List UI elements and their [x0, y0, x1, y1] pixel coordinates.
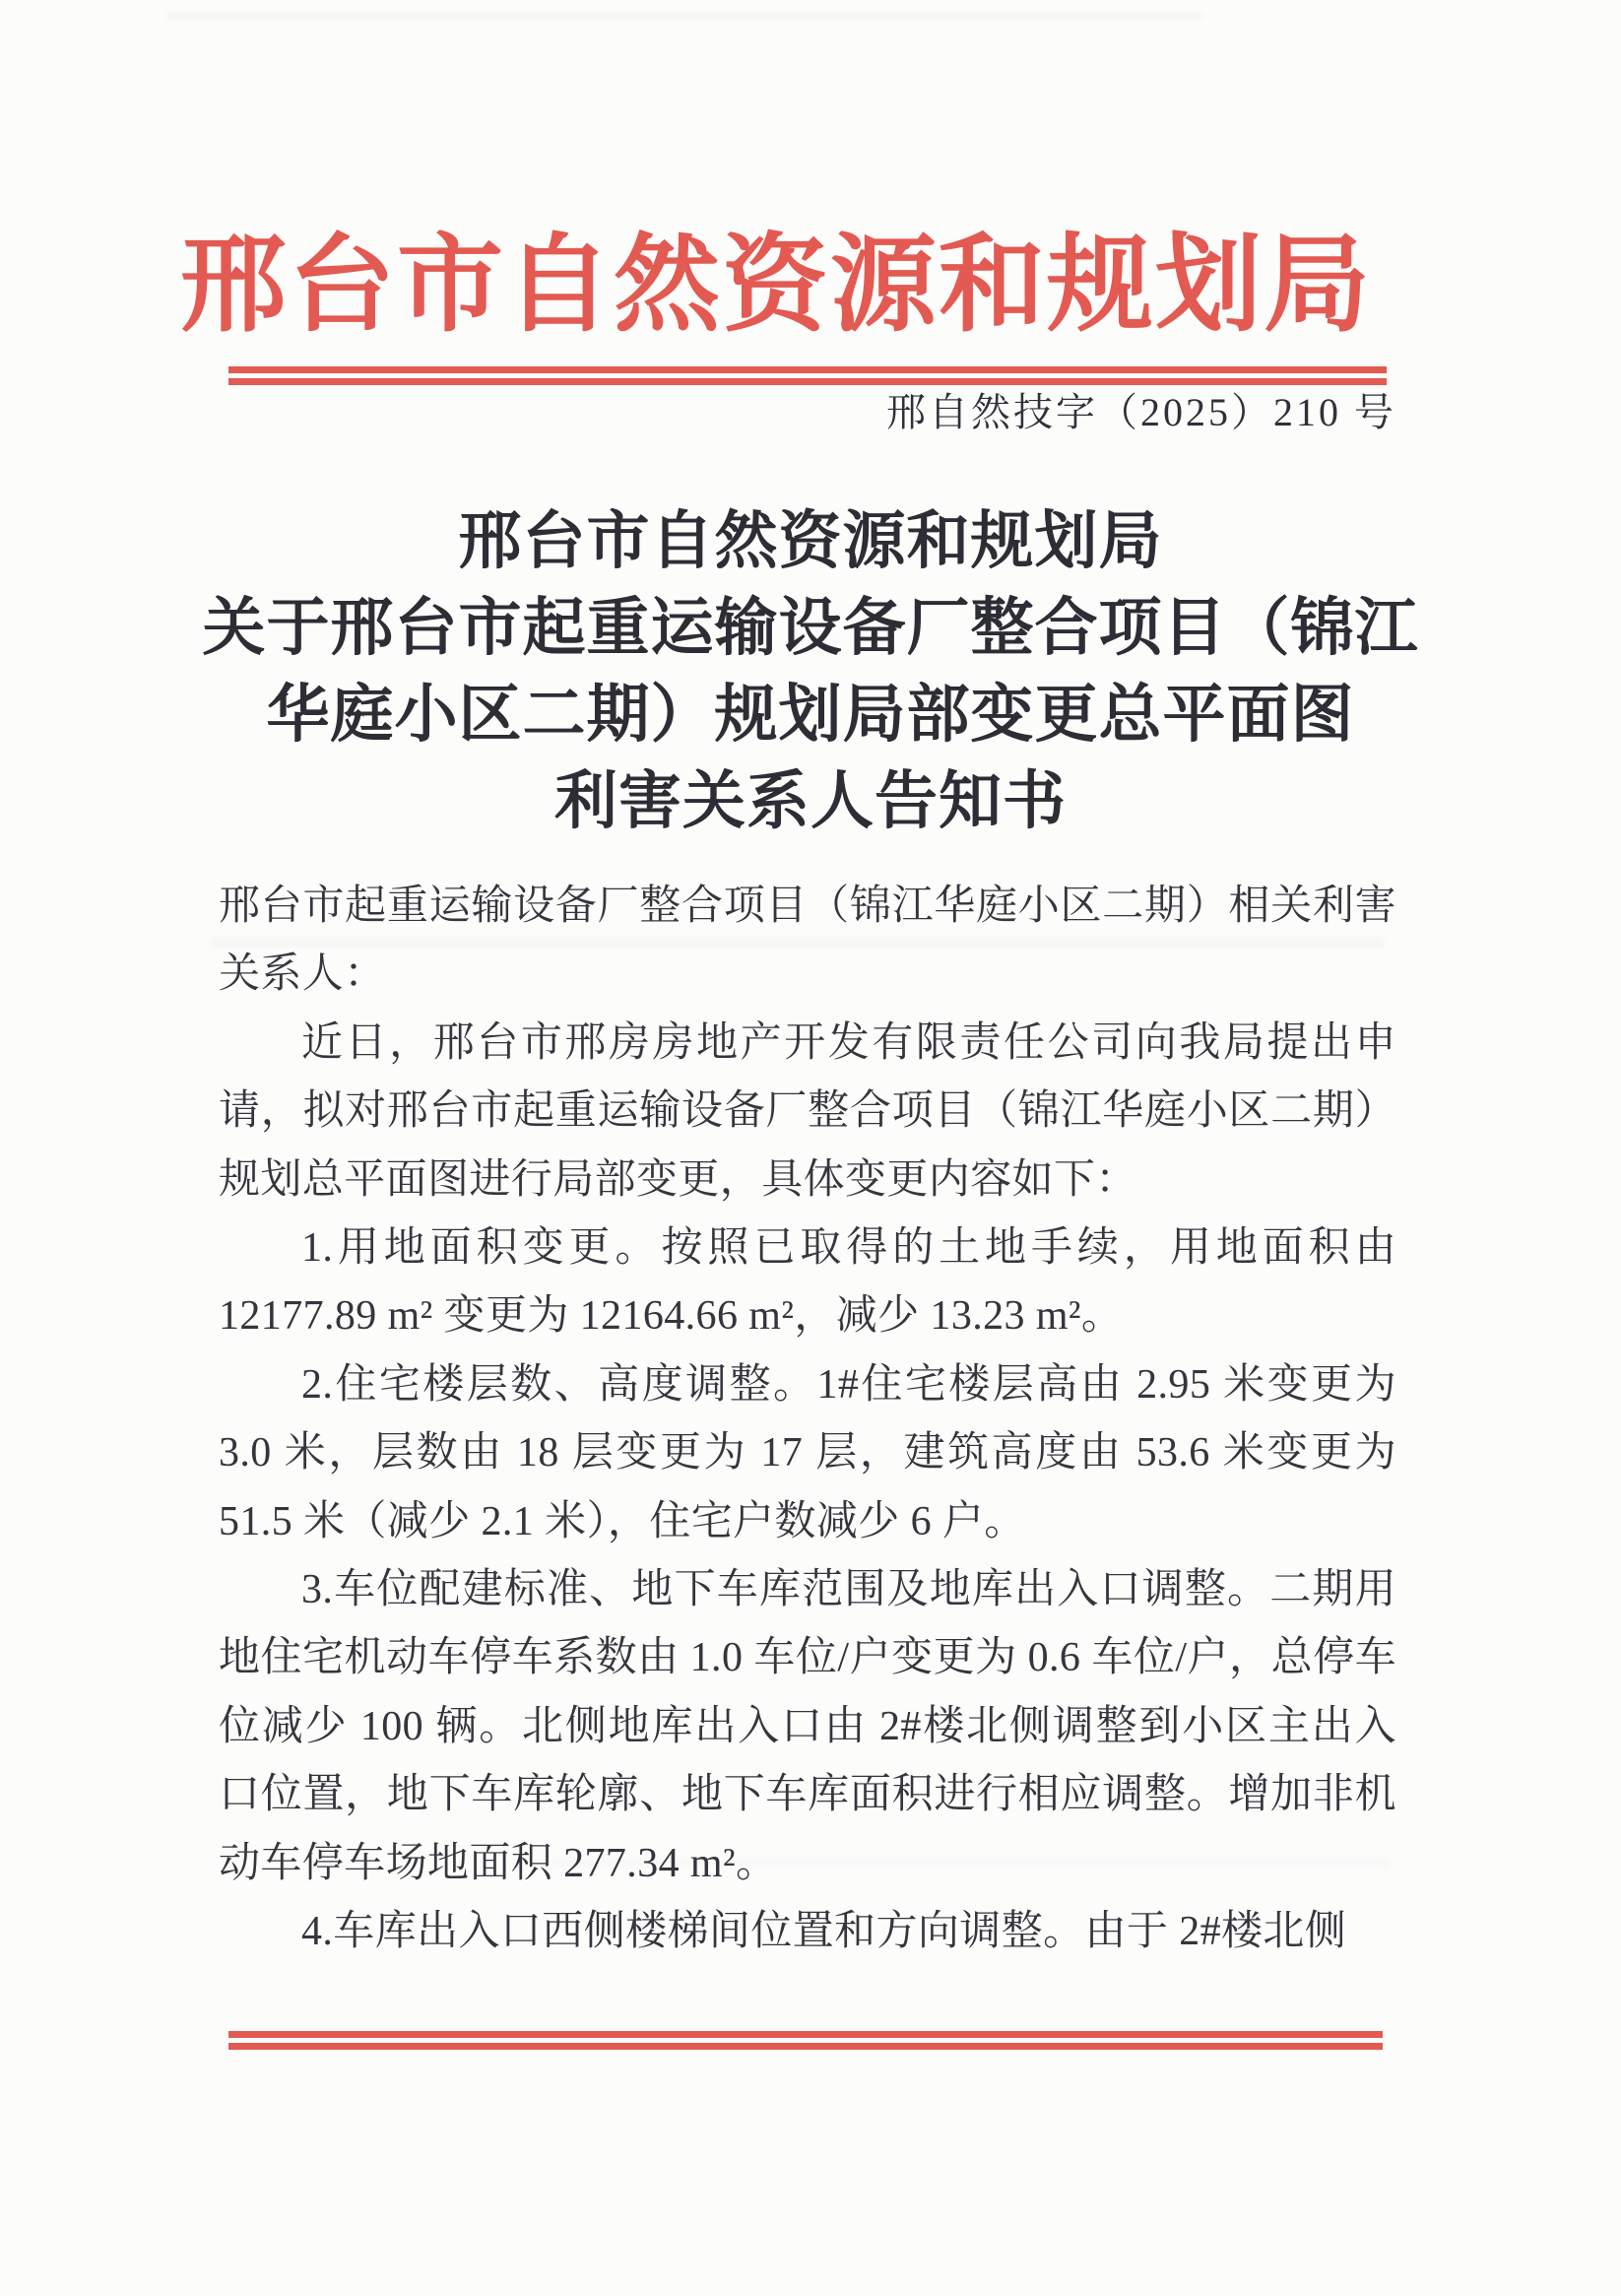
notice-title-line-2: 关于邢台市起重运输设备厂整合项目（锦江 [202, 593, 1419, 663]
notice-body [219, 873, 1396, 1967]
change-item-4-truncated: 4.车库出入口西侧楼梯间位置和方向调整。由于 2#楼北侧 [301, 1909, 1347, 1955]
notice-title-line-3: 华庭小区二期）规划局部变更总平面图 [266, 680, 1355, 750]
change-item-3: 3.车位配建标准、地下车库范围及地库出入口调整。二期用地住宅机动车停车系数由 1.0 车位/户变更为 0.6 车位/户，总停车位减少 100 辆。北侧地库出入口由 2#楼北侧调整到小区主出入口位置，地下车库轮廓、地下车库面积进行相应调整。增加非机动车停车场地面积 277.34 m²。 [219, 1567, 1396, 1886]
document-number: 邢自然技字（2025）210 号 [886, 390, 1396, 434]
change-item-2: 2.住宅楼层数、高度调整。1#住宅楼层高由 2.95 米变更为 3.0 米，层数由 18 层变更为 17 层，建筑高度由 53.6 米变更为 51.5 米（减少 2.1 米），住宅户数减少 6 户。 [219, 1361, 1396, 1544]
salutation-paragraph: 邢台市起重运输设备厂整合项目（锦江华庭小区二期）相关利害关系人： [219, 884, 1396, 998]
notice-title-line-1: 邢台市自然资源和规划局 [458, 506, 1163, 576]
change-item-1: 1.用地面积变更。按照已取得的土地手续，用地面积由 12177.89 m² 变更为 12164.66 m²，减少 13.23 m²。 [219, 1225, 1396, 1340]
scan-artifact [167, 14, 1201, 19]
notice-title [98, 498, 1523, 845]
letterhead-double-rule [228, 366, 1387, 385]
intro-paragraph: 近日，邢台市邢房房地产开发有限责任公司向我局提出申请，拟对邢台市起重运输设备厂整合项目（锦江华庭小区二期）规划总平面图进行局部变更，具体变更内容如下： [219, 1019, 1396, 1203]
letterhead-agency-title: 邢台市自然资源和规划局 [179, 228, 1372, 345]
notice-title-line-4: 利害关系人告知书 [554, 766, 1067, 836]
footer-double-rule [228, 2031, 1383, 2050]
